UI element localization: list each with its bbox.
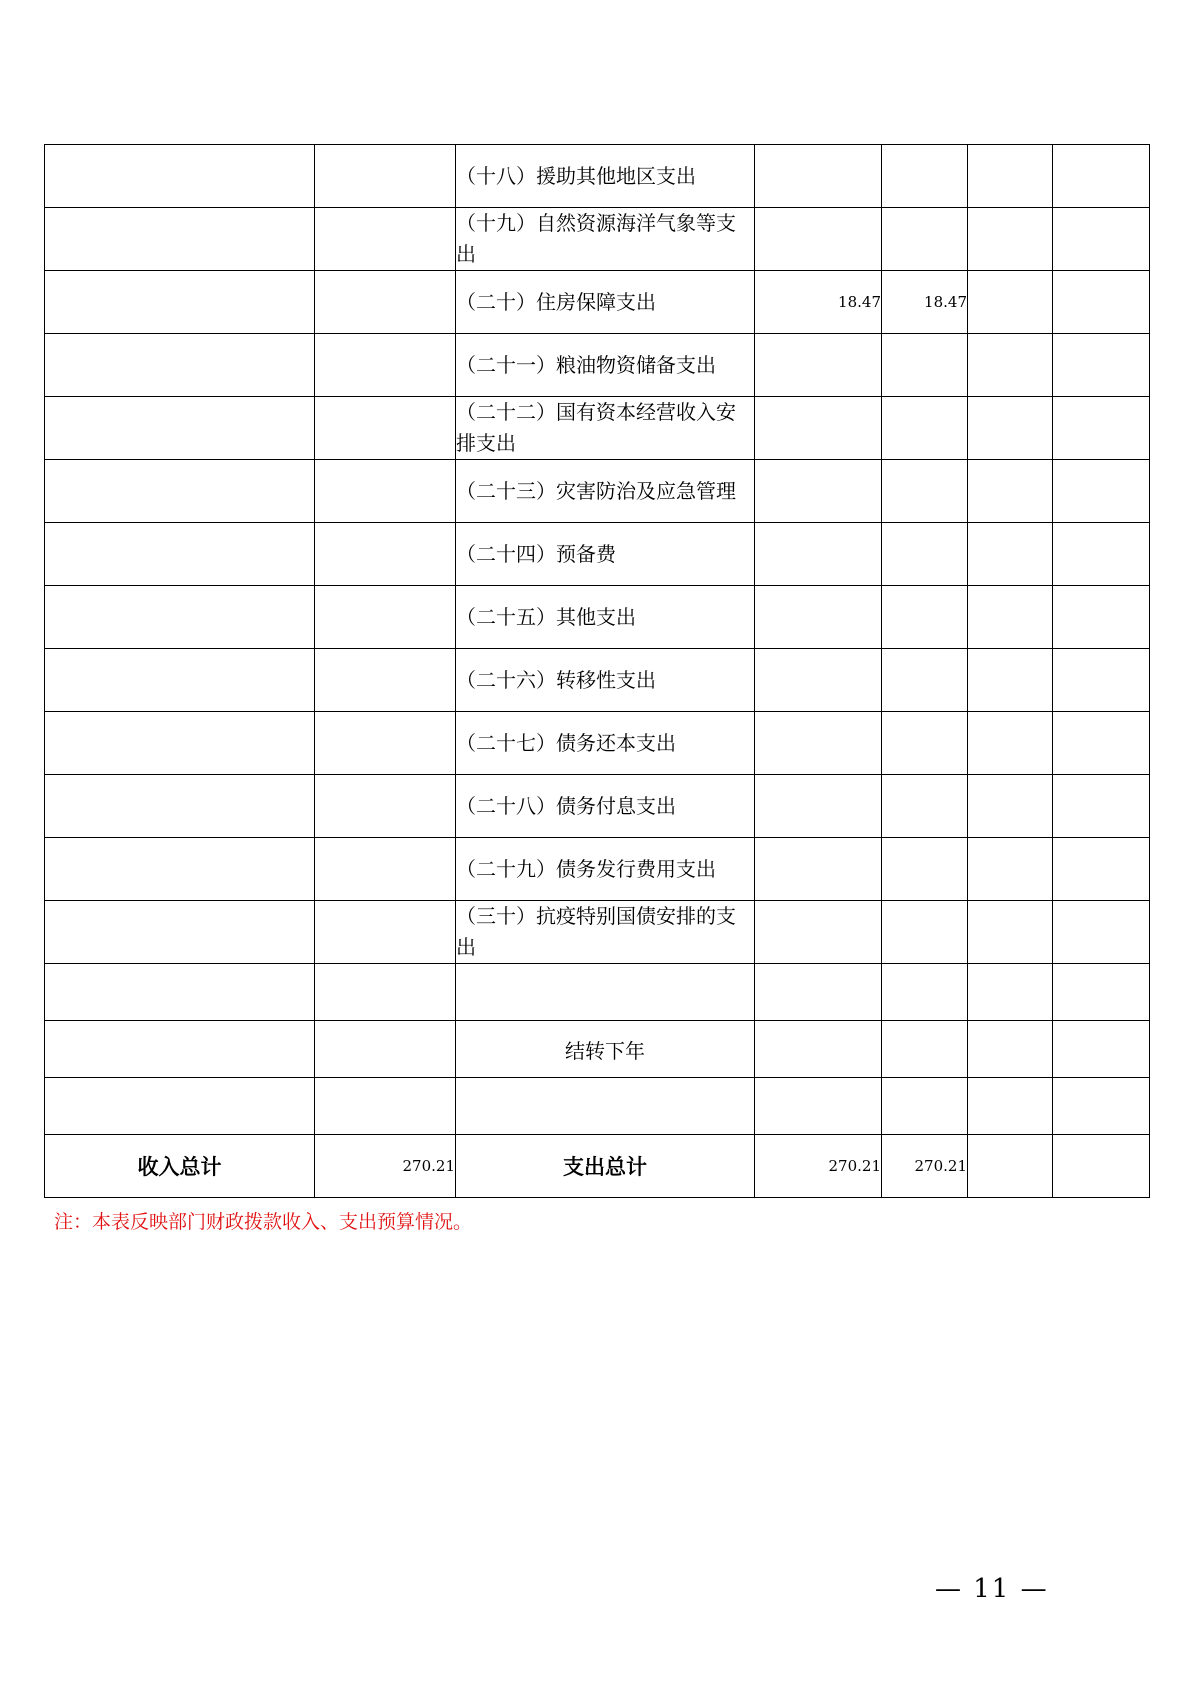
empty-cell <box>1053 523 1150 586</box>
empty-cell <box>968 460 1053 523</box>
table-row <box>45 271 1150 334</box>
empty-cell <box>45 1021 315 1078</box>
expense-item-cell: （二十二）国有资本经营收入安排支出 <box>456 397 755 460</box>
empty-cell <box>968 649 1053 712</box>
income-item-cell <box>45 460 315 523</box>
empty-cell <box>45 964 315 1021</box>
expense-item-cell: （十八）援助其他地区支出 <box>456 145 755 208</box>
expense-value-cell <box>882 712 968 775</box>
income-value-cell <box>315 271 456 334</box>
income-value-cell <box>315 208 456 271</box>
expense-value-cell <box>755 208 882 271</box>
income-item-cell <box>45 208 315 271</box>
income-value-cell <box>315 775 456 838</box>
expense-value-cell <box>882 460 968 523</box>
expense-total-value: 270.21 <box>882 1135 968 1198</box>
income-item-cell <box>45 271 315 334</box>
income-item-cell <box>45 145 315 208</box>
expense-value-cell <box>755 586 882 649</box>
income-value-cell <box>315 649 456 712</box>
income-value-cell <box>315 460 456 523</box>
expense-value-cell <box>755 901 882 964</box>
empty-cell <box>968 271 1053 334</box>
table-row <box>45 586 1150 649</box>
table-row <box>45 523 1150 586</box>
empty-cell <box>1053 964 1150 1021</box>
income-item-cell <box>45 838 315 901</box>
expense-value-cell <box>882 586 968 649</box>
empty-cell <box>968 523 1053 586</box>
expense-item-cell: （二十三）灾害防治及应急管理 <box>456 460 755 523</box>
empty-cell <box>456 964 755 1021</box>
expense-value-cell <box>755 838 882 901</box>
empty-cell <box>968 334 1053 397</box>
expense-value-cell: 18.47 <box>755 271 882 334</box>
table-row <box>45 712 1150 775</box>
income-item-cell <box>45 523 315 586</box>
expense-total-label: 支出总计 <box>456 1135 755 1198</box>
expense-value-cell <box>755 145 882 208</box>
empty-cell <box>45 1078 315 1135</box>
empty-cell <box>882 1021 968 1078</box>
budget-table <box>44 144 1150 1198</box>
empty-cell <box>968 1078 1053 1135</box>
expense-item-cell: （二十四）预备费 <box>456 523 755 586</box>
expense-item-cell: （二十五）其他支出 <box>456 586 755 649</box>
expense-value-cell <box>755 649 882 712</box>
expense-value-cell <box>882 649 968 712</box>
expense-value-cell <box>755 712 882 775</box>
empty-cell <box>968 1021 1053 1078</box>
empty-cell <box>968 964 1053 1021</box>
income-value-cell <box>315 334 456 397</box>
empty-cell <box>1053 1135 1150 1198</box>
empty-cell <box>1053 712 1150 775</box>
empty-cell <box>968 397 1053 460</box>
table-row-blank <box>45 964 1150 1021</box>
empty-cell <box>1053 586 1150 649</box>
table-row <box>45 208 1150 271</box>
expense-value-cell <box>755 523 882 586</box>
income-item-cell <box>45 649 315 712</box>
empty-cell <box>968 1135 1053 1198</box>
empty-cell <box>1053 334 1150 397</box>
empty-cell <box>1053 397 1150 460</box>
table-row <box>45 397 1150 460</box>
income-item-cell <box>45 586 315 649</box>
empty-cell <box>755 1021 882 1078</box>
empty-cell <box>968 901 1053 964</box>
empty-cell <box>1053 271 1150 334</box>
expense-value-cell <box>882 334 968 397</box>
table-row-totals <box>45 1135 1150 1198</box>
income-item-cell <box>45 775 315 838</box>
empty-cell <box>968 838 1053 901</box>
expense-value-cell <box>882 901 968 964</box>
expense-item-cell: （二十六）转移性支出 <box>456 649 755 712</box>
expense-value-cell <box>755 775 882 838</box>
expense-item-cell: （二十八）债务付息支出 <box>456 775 755 838</box>
empty-cell <box>968 145 1053 208</box>
empty-cell <box>1053 145 1150 208</box>
table-note: 注：本表反映部门财政拨款收入、支出预算情况。 <box>54 1211 473 1233</box>
income-item-cell <box>45 334 315 397</box>
income-value-cell <box>315 145 456 208</box>
empty-cell <box>1053 775 1150 838</box>
table-row <box>45 145 1150 208</box>
expense-value-cell <box>755 397 882 460</box>
expense-value-cell <box>755 460 882 523</box>
empty-cell <box>755 1078 882 1135</box>
empty-cell <box>1053 1021 1150 1078</box>
empty-cell <box>315 1021 456 1078</box>
expense-item-cell: （二十九）债务发行费用支出 <box>456 838 755 901</box>
table-row-carryover <box>45 1021 1150 1078</box>
income-value-cell <box>315 397 456 460</box>
empty-cell <box>315 964 456 1021</box>
expense-value-cell <box>882 145 968 208</box>
income-total-value: 270.21 <box>315 1135 456 1198</box>
expense-item-cell: （二十）住房保障支出 <box>456 271 755 334</box>
expense-item-cell: （十九）自然资源海洋气象等支出 <box>456 208 755 271</box>
income-value-cell <box>315 901 456 964</box>
empty-cell <box>968 586 1053 649</box>
expense-value-cell <box>755 334 882 397</box>
page-number: — 11 — <box>935 1574 1049 1604</box>
table-row <box>45 649 1150 712</box>
expense-value-cell <box>882 523 968 586</box>
expense-value-cell: 18.47 <box>882 271 968 334</box>
empty-cell <box>882 964 968 1021</box>
empty-cell <box>968 208 1053 271</box>
expense-total-value: 270.21 <box>755 1135 882 1198</box>
income-value-cell <box>315 712 456 775</box>
empty-cell <box>1053 460 1150 523</box>
table-row <box>45 775 1150 838</box>
table-row <box>45 460 1150 523</box>
expense-value-cell <box>882 397 968 460</box>
empty-cell <box>456 1078 755 1135</box>
expense-item-cell: （二十七）债务还本支出 <box>456 712 755 775</box>
income-value-cell <box>315 838 456 901</box>
income-item-cell <box>45 901 315 964</box>
table-row-blank <box>45 1078 1150 1135</box>
table-row <box>45 838 1150 901</box>
expense-item-cell: （二十一）粮油物资储备支出 <box>456 334 755 397</box>
income-total-label: 收入总计 <box>45 1135 315 1198</box>
carryover-label: 结转下年 <box>456 1021 755 1078</box>
empty-cell <box>1053 208 1150 271</box>
income-value-cell <box>315 523 456 586</box>
income-item-cell <box>45 712 315 775</box>
empty-cell <box>1053 901 1150 964</box>
expense-item-cell: （三十）抗疫特别国债安排的支出 <box>456 901 755 964</box>
income-item-cell <box>45 397 315 460</box>
empty-cell <box>1053 649 1150 712</box>
expense-value-cell <box>882 775 968 838</box>
empty-cell <box>1053 1078 1150 1135</box>
expense-value-cell <box>882 208 968 271</box>
income-value-cell <box>315 586 456 649</box>
empty-cell <box>1053 838 1150 901</box>
empty-cell <box>882 1078 968 1135</box>
empty-cell <box>755 964 882 1021</box>
table-row <box>45 901 1150 964</box>
table-row <box>45 334 1150 397</box>
empty-cell <box>968 712 1053 775</box>
empty-cell <box>315 1078 456 1135</box>
expense-value-cell <box>882 838 968 901</box>
empty-cell <box>968 775 1053 838</box>
